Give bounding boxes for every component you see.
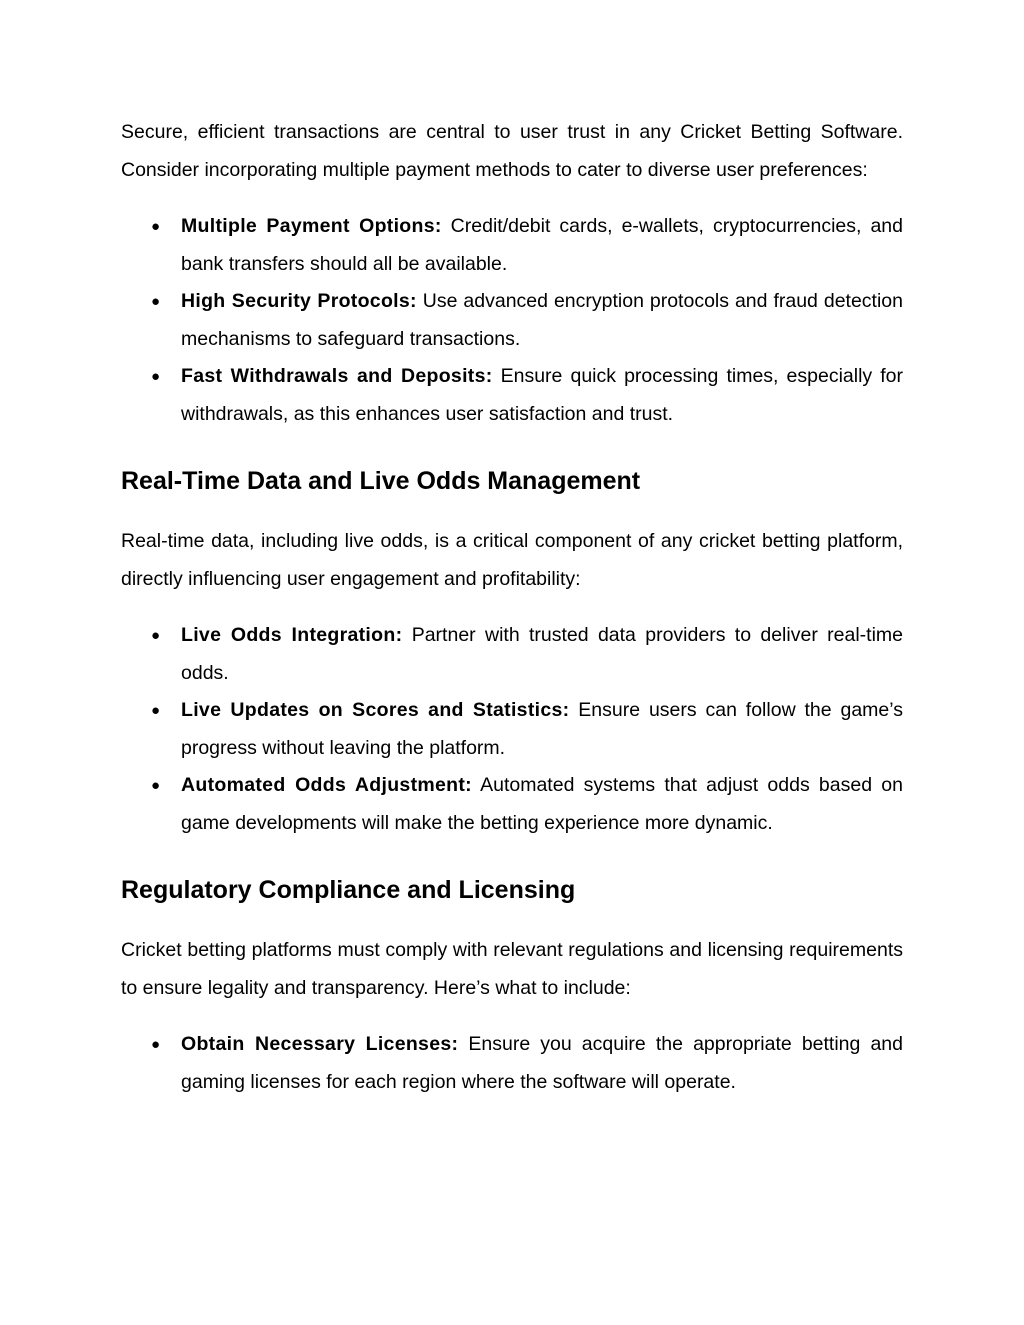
bullet-term: Multiple Payment Options: (181, 215, 442, 237)
list-item (121, 283, 903, 358)
bullet-term: Fast Withdrawals and Deposits: (181, 365, 493, 387)
list-item (121, 358, 903, 433)
bullet-text: Partner with trusted data providers to deliver real-time odds. (181, 624, 903, 684)
bullet-term: Live Updates on Scores and Statistics: (181, 699, 570, 721)
list-item (121, 767, 903, 842)
intro-paragraph: Secure, efficient transactions are central to user trust in any Cricket Betting Software. Consider incorporating multiple payment methods to cater to diverse user preferences: (121, 121, 903, 181)
bullet-icon: ● (151, 368, 161, 385)
bullet-icon: ● (151, 702, 161, 719)
bullet-text: Ensure users can follow the game’s progress without leaving the platform. (181, 699, 904, 759)
payment-bullet-list (121, 208, 903, 433)
realtime-bullet-list (121, 617, 903, 842)
bullet-icon: ● (151, 293, 161, 310)
bullet-icon: ● (151, 1036, 161, 1053)
section-heading-realtime: Real-Time Data and Live Odds Management (121, 467, 641, 495)
regulatory-paragraph: Cricket betting platforms must comply with relevant regulations and licensing requirements to ensure legality and transparency. Here’s what to include: (121, 939, 903, 999)
list-item (121, 1026, 903, 1101)
document-page (121, 114, 903, 1101)
bullet-term: Live Odds Integration: (181, 624, 403, 646)
bullet-text: Credit/debit cards, e-wallets, cryptocurrencies, and bank transfers should all be available. (181, 215, 903, 275)
list-item (121, 208, 903, 283)
bullet-text: Ensure you acquire the appropriate betting and gaming licenses for each region where the software will operate. (181, 1033, 903, 1093)
bullet-text: Use advanced encryption protocols and fraud detection mechanisms to safeguard transactions. (181, 290, 903, 350)
bullet-term: High Security Protocols: (181, 290, 417, 312)
bullet-term: Automated Odds Adjustment: (181, 774, 472, 796)
bullet-text: Ensure quick processing times, especially for withdrawals, as this enhances user satisfaction and trust. (181, 365, 903, 425)
realtime-paragraph: Real-time data, including live odds, is a critical component of any cricket betting platform, directly influencing user engagement and profitability: (121, 530, 903, 590)
bullet-icon: ● (151, 218, 161, 235)
regulatory-bullet-list (121, 1026, 903, 1101)
list-item (121, 617, 903, 692)
section-heading-regulatory: Regulatory Compliance and Licensing (121, 876, 576, 904)
bullet-text: Automated systems that adjust odds based on game developments will make the betting experience more dynamic. (181, 774, 903, 834)
bullet-icon: ● (151, 627, 161, 644)
bullet-term: Obtain Necessary Licenses: (181, 1033, 459, 1055)
bullet-icon: ● (151, 777, 161, 794)
list-item (121, 692, 903, 767)
